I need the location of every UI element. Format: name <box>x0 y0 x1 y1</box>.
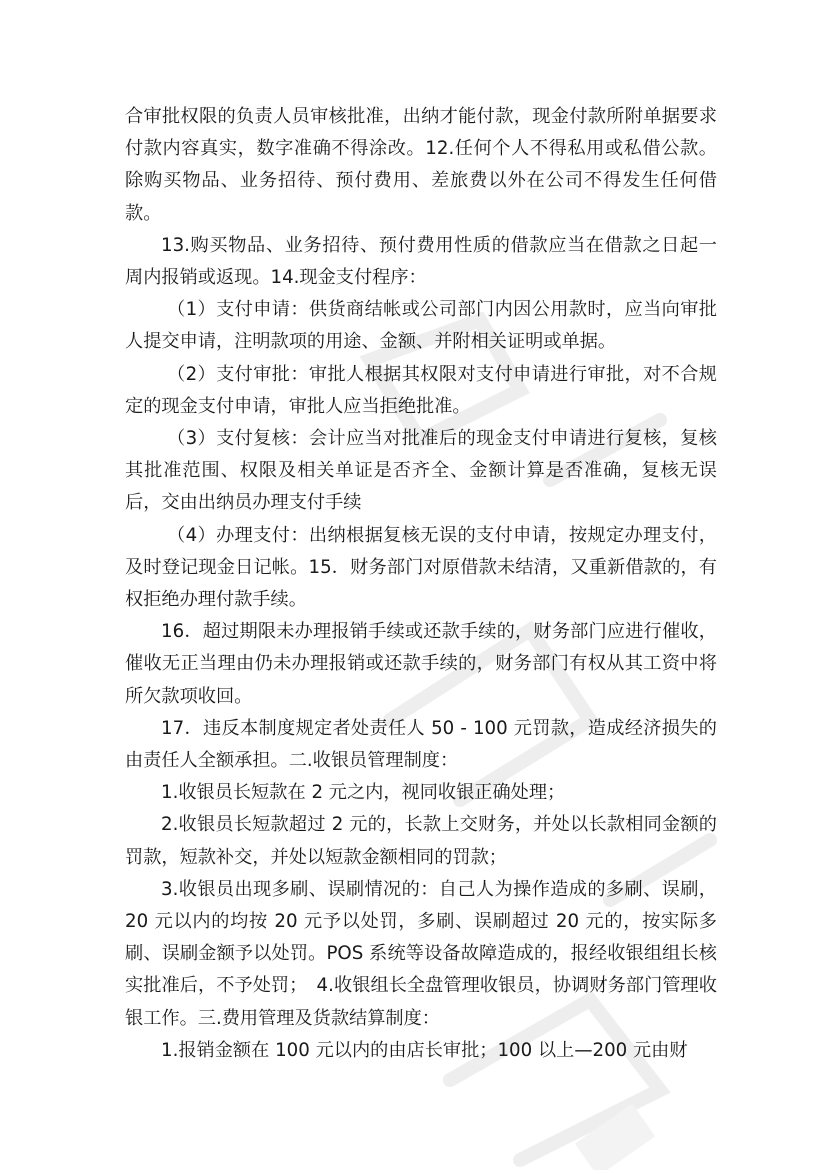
paragraph-2: 13.购买物品、业务招待、预付费用性质的借款应当在借款之日起一周内报销或返现。14.现金支付程序： <box>125 234 717 289</box>
paragraph-11: 3.收银员出现多刷、误刷情况的：自己人为操作造成的多刷、误刷，20 元以内的均按 20 元予以处罚，多刷、误刷超过 20 元的，按实际多刷、误刷金额予以处罚。POS 系统等设备故障造成的，报经收银组组长核实批准后，不予处罚； 4.收银组长全盘管理收银员，协调财务部门管理收银工作。三.费用管理及货款结算制度： <box>125 878 717 1029</box>
paragraph-10: 2.收银员长短款超过 2 元的，长款上交财务，并处以长款相同金额的罚款，短款补交，并处以短款金额相同的罚款； <box>125 814 717 868</box>
paragraph-12: 1.报销金额在 100 元以内的由店长审批；100 以上—200 元由财 <box>161 1039 688 1061</box>
paragraph-4: （2）支付审批：审批人根据其权限对支付申请进行审批，对不合规定的现金支付申请，审批人应当拒绝批准。 <box>125 363 717 417</box>
paragraph-1: 合审批权限的负责人员审核批准，出纳才能付款，现金付款所附单据要求付款内容真实，数字准确不得涂改。12.任何个人不得私用或私借公款。除购买物品、业务招待、预付费用、差旅费以外在公司不得发生任何借款。 <box>125 106 717 224</box>
paragraph-3: （1）支付申请：供货商结帐或公司部门内因公用款时，应当向审批人提交申请，注明款项的用途、金额、并附相关证明或单据。 <box>125 299 717 353</box>
paragraph-8: 17．违反本制度规定者处责任人 50 - 100 元罚款，造成经济损失的由责任人全额承担。二.收银员管理制度： <box>125 717 717 772</box>
paragraph-9: 1.收银员长短款在 2 元之内，视同收银正确处理； <box>161 782 566 804</box>
paragraph-5: （3）支付复核：会计应当对批准后的现金支付申请进行复核，复核其批准范围、权限及相关单证是否齐全、金额计算是否准确，复核无误后，交由出纳员办理支付手续 <box>125 428 717 514</box>
paragraph-7: 16．超过期限未办理报销手续或还款手续的，财务部门应进行催收，催收无正当理由仍未办理报销或还款手续的，财务部门有权从其工资中将所欠款项收回。 <box>125 621 717 707</box>
paragraph-6: （4）办理支付：出纳根据复核无误的支付申请，按规定办理支付，及时登记现金日记帐。15．财务部门对原借款未结清，又重新借款的，有权拒绝办理付款手续。 <box>125 524 717 611</box>
document-body <box>125 101 717 1067</box>
